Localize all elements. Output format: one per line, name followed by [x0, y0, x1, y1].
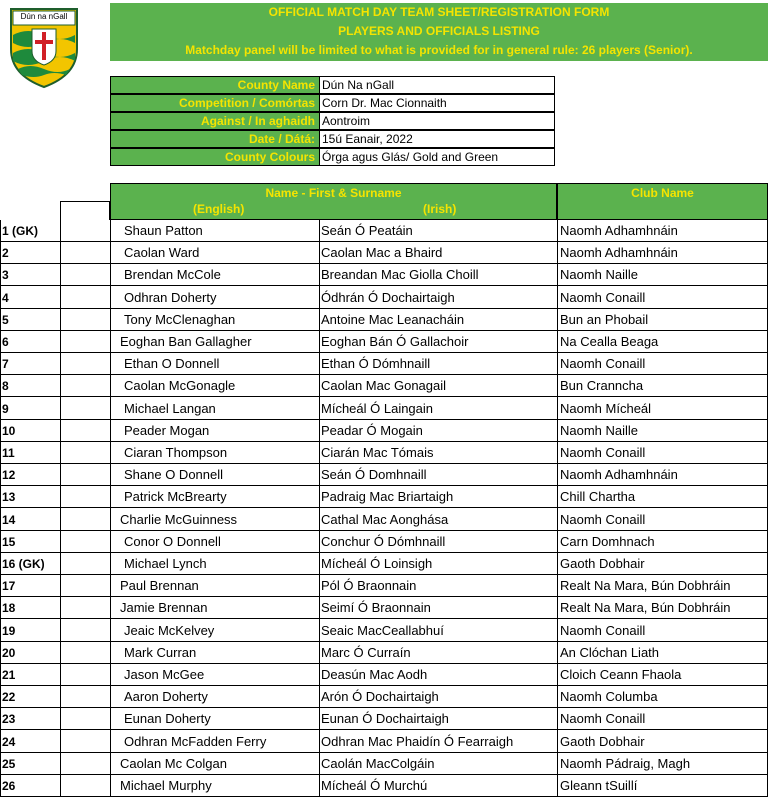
player-name-irish: Odhran Mac Phaidín Ó Fearraigh: [321, 733, 514, 749]
player-name-english: Odhran Doherty: [124, 289, 217, 305]
player-name-english: Eunan Doherty: [124, 711, 211, 727]
table-row: [0, 642, 768, 664]
info-row: [110, 76, 768, 94]
player-name-english: Paul Brennan: [120, 578, 199, 594]
table-row: [0, 420, 768, 442]
player-number: 1 (GK): [2, 224, 38, 238]
player-name-irish: Caolan Mac Gonagail: [321, 378, 447, 394]
player-number: 15: [2, 534, 16, 549]
club-name: Naomh Adhamhnáin: [560, 223, 678, 238]
club-name: Naomh Conaill: [560, 511, 646, 527]
table-row: [0, 442, 768, 464]
table-row: [0, 553, 768, 575]
info-value: Corn Dr. Mac Cionnaith: [319, 94, 555, 112]
table-row: [0, 242, 768, 264]
player-name-irish: Mícheál Ó Murchú: [321, 778, 428, 793]
player-number: 12: [2, 468, 16, 483]
county-crest-icon: [8, 5, 80, 89]
player-name-english: Ciaran Thompson: [124, 445, 228, 460]
header-subtitle: PLAYERS AND OFFICIALS LISTING: [338, 24, 540, 38]
player-number: 9: [2, 401, 9, 416]
column-divider: [110, 220, 111, 797]
player-number: 23: [2, 712, 16, 727]
club-name: Naomh Naille: [560, 267, 639, 283]
info-label: County Colours: [110, 148, 319, 166]
row-divider: [0, 796, 768, 797]
table-row: [0, 309, 768, 331]
player-name-english: Aaron Doherty: [124, 689, 208, 705]
number-header-blank: [60, 201, 110, 220]
player-name-irish: Seán Ó Peatáin: [321, 223, 413, 238]
player-name-english: Ethan O Donnell: [124, 356, 220, 372]
club-name: Naomh Adhamhnáin: [560, 245, 678, 261]
info-row: [110, 112, 768, 130]
player-number: 7: [2, 357, 9, 372]
player-name-english: Charlie McGuinness: [120, 511, 238, 527]
player-name-irish: Mícheál Ó Loinsigh: [321, 556, 433, 571]
club-header-label: Club Name: [631, 186, 694, 200]
player-name-english: Caolan Ward: [124, 245, 200, 261]
player-name-irish: Caolan Mac a Bhaird: [321, 245, 443, 261]
player-name-irish: Ethan Ó Dómhnaill: [321, 356, 431, 372]
info-value: Órga agus Glás/ Gold and Green: [319, 148, 555, 166]
player-name-irish: Arón Ó Dochairtaigh: [321, 689, 439, 705]
name-header-label: Name - First & Surname: [265, 186, 402, 200]
player-name-irish: Ciarán Mac Tómais: [321, 445, 434, 460]
player-name-irish: Mícheál Ó Laingain: [321, 400, 434, 416]
table-row: [0, 620, 768, 642]
player-name-irish: Breandan Mac Giolla Choill: [321, 267, 479, 283]
club-name: Cloich Ceann Fhaola: [560, 667, 682, 682]
player-number: 16 (GK): [2, 557, 45, 571]
table-row: [0, 753, 768, 775]
player-number: 17: [2, 579, 16, 594]
player-number: 13: [2, 490, 16, 505]
player-name-irish: Seán Ó Domhnaill: [321, 467, 427, 483]
table-row: [0, 220, 768, 242]
player-name-english: Eoghan Ban Gallagher: [120, 334, 252, 349]
form-header: [110, 3, 768, 61]
club-name: Naomh Conaill: [560, 289, 646, 305]
club-name: Naomh Mícheál: [560, 400, 652, 416]
table-row: [0, 375, 768, 397]
table-row: [0, 464, 768, 486]
table-row: [0, 486, 768, 508]
player-name-english: Shane O Donnell: [124, 467, 224, 483]
club-name: Chill Chartha: [560, 489, 636, 505]
club-name: Naomh Adhamhnáin: [560, 467, 678, 483]
player-number: 2: [2, 246, 9, 261]
table-row: [0, 264, 768, 286]
player-name-irish: Seimí Ó Braonnain: [321, 600, 431, 616]
player-number: 4: [2, 290, 9, 305]
table-row: [0, 731, 768, 753]
irish-header-label: (Irish): [423, 202, 457, 216]
player-number: 20: [2, 645, 16, 660]
club-name: Gleann tSuillí: [560, 778, 638, 793]
header-rule-note: Matchday panel will be limited to what is provided for in general rule: 26 players (Senior).: [185, 43, 693, 57]
crest-text: Dún na nGall: [20, 12, 68, 21]
player-name-english: Odhran McFadden Ferry: [124, 733, 267, 749]
column-divider: [557, 220, 558, 797]
table-row: [0, 664, 768, 686]
club-name: Gaoth Dobhair: [560, 556, 645, 571]
player-name-english: Shaun Patton: [124, 223, 203, 238]
club-name: Naomh Conaill: [560, 356, 646, 372]
player-name-english: Tony McClenaghan: [124, 311, 236, 327]
player-name-english: Jamie Brennan: [120, 600, 208, 616]
header-title: OFFICIAL MATCH DAY TEAM SHEET/REGISTRATION FORM: [268, 5, 610, 19]
player-number: 26: [2, 779, 16, 793]
club-name: Naomh Conaill: [560, 445, 646, 460]
player-name-english: Michael Murphy: [120, 778, 212, 793]
player-name-english: Peader Mogan: [124, 422, 210, 438]
player-name-english: Jason McGee: [124, 667, 205, 682]
player-name-irish: Cathal Mac Aonghása: [321, 511, 449, 527]
info-label: County Name: [110, 76, 319, 94]
player-name-english: Michael Langan: [124, 400, 216, 416]
player-name-irish: Conchur Ó Dómhnaill: [321, 533, 446, 549]
name-column-header: [110, 183, 557, 220]
player-name-irish: Seaic MacCeallabhuí: [321, 622, 444, 638]
info-label: Date / Dátá:: [110, 130, 319, 148]
table-row: [0, 398, 768, 420]
player-name-english: Patrick McBrearty: [124, 489, 227, 505]
table-row: [0, 775, 768, 797]
table-row: [0, 331, 768, 353]
player-name-irish: Eunan Ó Dochairtaigh: [321, 711, 449, 727]
column-divider: [0, 220, 1, 797]
column-divider: [319, 220, 320, 797]
info-row: [110, 130, 768, 148]
player-name-english: Michael Lynch: [124, 556, 207, 571]
player-number: 14: [2, 512, 16, 527]
info-row: [110, 94, 768, 112]
player-number: 6: [2, 335, 9, 349]
club-name: Realt Na Mara, Bún Dobhráin: [560, 600, 731, 616]
player-number: 3: [2, 268, 9, 283]
club-column-header: [557, 183, 768, 220]
player-number: 25: [2, 756, 16, 771]
club-name: Bun Cranncha: [560, 378, 644, 394]
player-name-irish: Pól Ó Braonnain: [321, 578, 417, 594]
table-row: [0, 509, 768, 531]
player-name-english: Conor O Donnell: [124, 533, 221, 549]
player-name-irish: Caolán MacColgáin: [321, 755, 435, 771]
player-number: 18: [2, 601, 16, 616]
player-name-english: Caolan Mc Colgan: [120, 755, 227, 771]
player-name-english: Jeaic McKelvey: [124, 622, 215, 638]
club-name: Na Cealla Beaga: [560, 334, 659, 349]
table-row: [0, 353, 768, 375]
info-row: [110, 148, 768, 166]
column-divider: [60, 220, 61, 797]
player-name-english: Brendan McCole: [124, 267, 221, 283]
player-name-irish: Antoine Mac Leanacháin: [321, 311, 465, 327]
table-row: [0, 287, 768, 309]
table-row: [0, 531, 768, 553]
table-row: [0, 708, 768, 730]
player-name-irish: Marc Ó Curraín: [321, 644, 411, 660]
player-number: 5: [2, 312, 9, 327]
player-name-irish: Padraig Mac Briartaigh: [321, 489, 454, 505]
player-name-english: Caolan McGonagle: [124, 378, 236, 394]
club-name: An Clóchan Liath: [560, 644, 660, 660]
table-row: [0, 575, 768, 597]
table-row: [0, 686, 768, 708]
table-row: [0, 597, 768, 619]
player-name-irish: Peadar Ó Mogain: [321, 422, 423, 438]
player-number: 8: [2, 379, 9, 394]
info-value: Aontroim: [319, 112, 555, 130]
player-name-irish: Eoghan Bán Ó Gallachoir: [321, 334, 469, 349]
club-name: Carn Domhnach: [560, 533, 655, 549]
club-name: Naomh Columba: [560, 689, 658, 705]
info-label: Competition / Comórtas: [110, 94, 319, 112]
info-label: Against / In aghaidh: [110, 112, 319, 130]
club-name: Bun an Phobail: [560, 311, 649, 327]
player-number: 11: [2, 446, 15, 460]
english-header-label: (English): [193, 202, 245, 216]
player-number: 19: [2, 623, 16, 638]
club-name: Naomh Conaill: [560, 622, 646, 638]
club-name: Gaoth Dobhair: [560, 733, 645, 749]
player-number: 10: [2, 423, 16, 438]
info-value: 15ú Eanair, 2022: [319, 130, 555, 148]
player-name-irish: Ódhrán Ó Dochairtaigh: [321, 289, 455, 305]
player-number: 22: [2, 690, 16, 705]
player-number: 21: [2, 668, 16, 682]
player-name-irish: Deasún Mac Aodh: [321, 667, 428, 682]
info-value: Dún Na nGall: [319, 76, 555, 94]
club-name: Naomh Naille: [560, 422, 639, 438]
club-name: Naomh Conaill: [560, 711, 646, 727]
player-name-english: Mark Curran: [124, 644, 197, 660]
club-name: Naomh Pádraig, Magh: [560, 755, 691, 771]
club-name: Realt Na Mara, Bún Dobhráin: [560, 578, 731, 594]
player-number: 24: [2, 734, 16, 749]
